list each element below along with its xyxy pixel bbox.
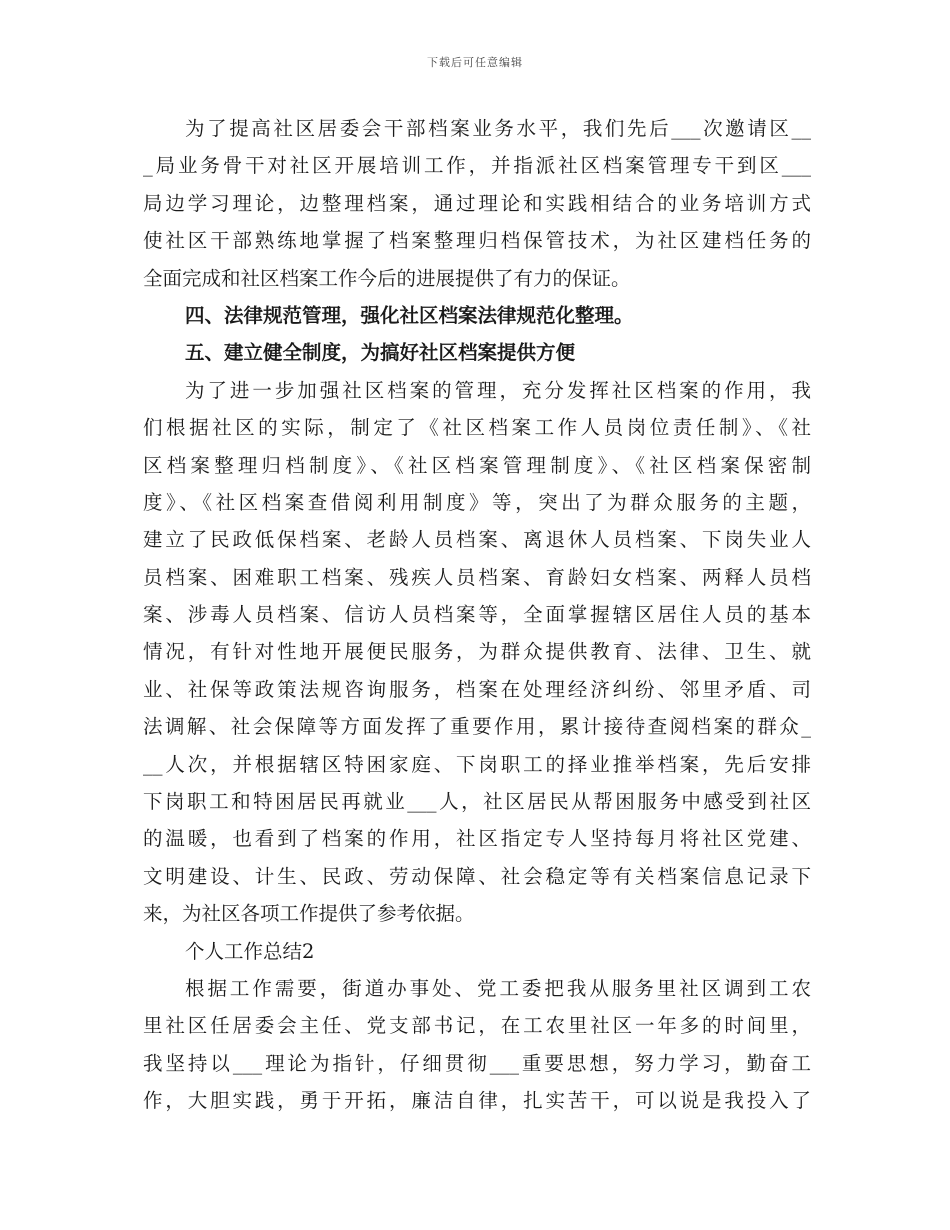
paragraph-line: 我坚持以___理论为指针，仔细贯彻___重要思想，努力学习，勤奋工 [143,1051,811,1075]
paragraph-line: 区档案整理归档制度》、《社区档案管理制度》、《社区档案保密制 [143,453,811,477]
paragraph-line: 根据工作需要，街道办事处、党工委把我从服务里社区调到工农 [185,976,811,1000]
paragraph-line: 作，大胆实践，勇于开拓，廉洁自律，扎实苦干，可以说是我投入了 [143,1089,811,1113]
paragraph-line: 使社区干部熟练地掌握了档案整理归档保管技术，为社区建档任务的 [143,229,811,253]
section-heading-line: 五、建立健全制度，为搞好社区档案提供方便 [185,341,576,365]
paragraph-line: 建立了民政低保档案、老龄人员档案、离退休人员档案、下岗失业人 [143,528,811,552]
paragraph-line: __人次，并根据辖区特困家庭、下岗职工的择业推举档案，先后安排 [143,752,811,776]
paragraph-line: 文明建设、计生、民政、劳动保障、社会稳定等有关档案信息记录下 [143,864,811,888]
paragraph-line: _局业务骨干对社区开展培训工作，并指派社区档案管理专干到区___ [143,154,811,178]
page-header-note: 下载后可任意编辑 [427,56,523,69]
document-body [143,110,811,1120]
section-heading-line: 四、法律规范管理，强化社区档案法律规范化整理。 [185,303,634,327]
paragraph-line: 业、社保等政策法规咨询服务，档案在处理经济纠纷、邻里矛盾、司 [143,677,811,701]
paragraph-line: 个人工作总结2 [185,939,315,963]
paragraph-line: 情况，有针对性地开展便民服务，为群众提供教育、法律、卫生、就 [143,640,811,664]
paragraph-line: 局边学习理论，边整理档案，通过理论和实践相结合的业务培训方式 [143,191,811,215]
paragraph-line: 们根据社区的实际，制定了《社区档案工作人员岗位责任制》、《社 [143,416,811,440]
paragraph-line: 里社区任居委会主任、党支部书记，在工农里社区一年多的时间里， [143,1014,811,1038]
paragraph-line: 来，为社区各项工作提供了参考依据。 [143,902,475,926]
paragraph-line: 下岗职工和特困居民再就业___人，社区居民从帮困服务中感受到社区 [143,790,811,814]
paragraph-line: 全面完成和社区档案工作今后的进展提供了有力的保证。 [143,266,631,290]
paragraph-line: 的温暖，也看到了档案的作用，社区指定专人坚持每月将社区党建、 [143,827,811,851]
paragraph-line: 度》、《社区档案查借阅利用制度》等，突出了为群众服务的主题， [143,490,811,514]
paragraph-line: 为了提高社区居委会干部档案业务水平，我们先后___次邀请区__ [185,117,811,140]
paragraph-line: 员档案、困难职工档案、残疾人员档案、育龄妇女档案、两释人员档 [143,565,811,589]
paragraph-line: 为了进一步加强社区档案的管理，充分发挥社区档案的作用，我 [185,378,811,402]
paragraph-line: 法调解、社会保障等方面发挥了重要作用，累计接待查阅档案的群众_ [143,715,811,739]
paragraph-line: 案、涉毒人员档案、信访人员档案等，全面掌握辖区居住人员的基本 [143,603,811,627]
